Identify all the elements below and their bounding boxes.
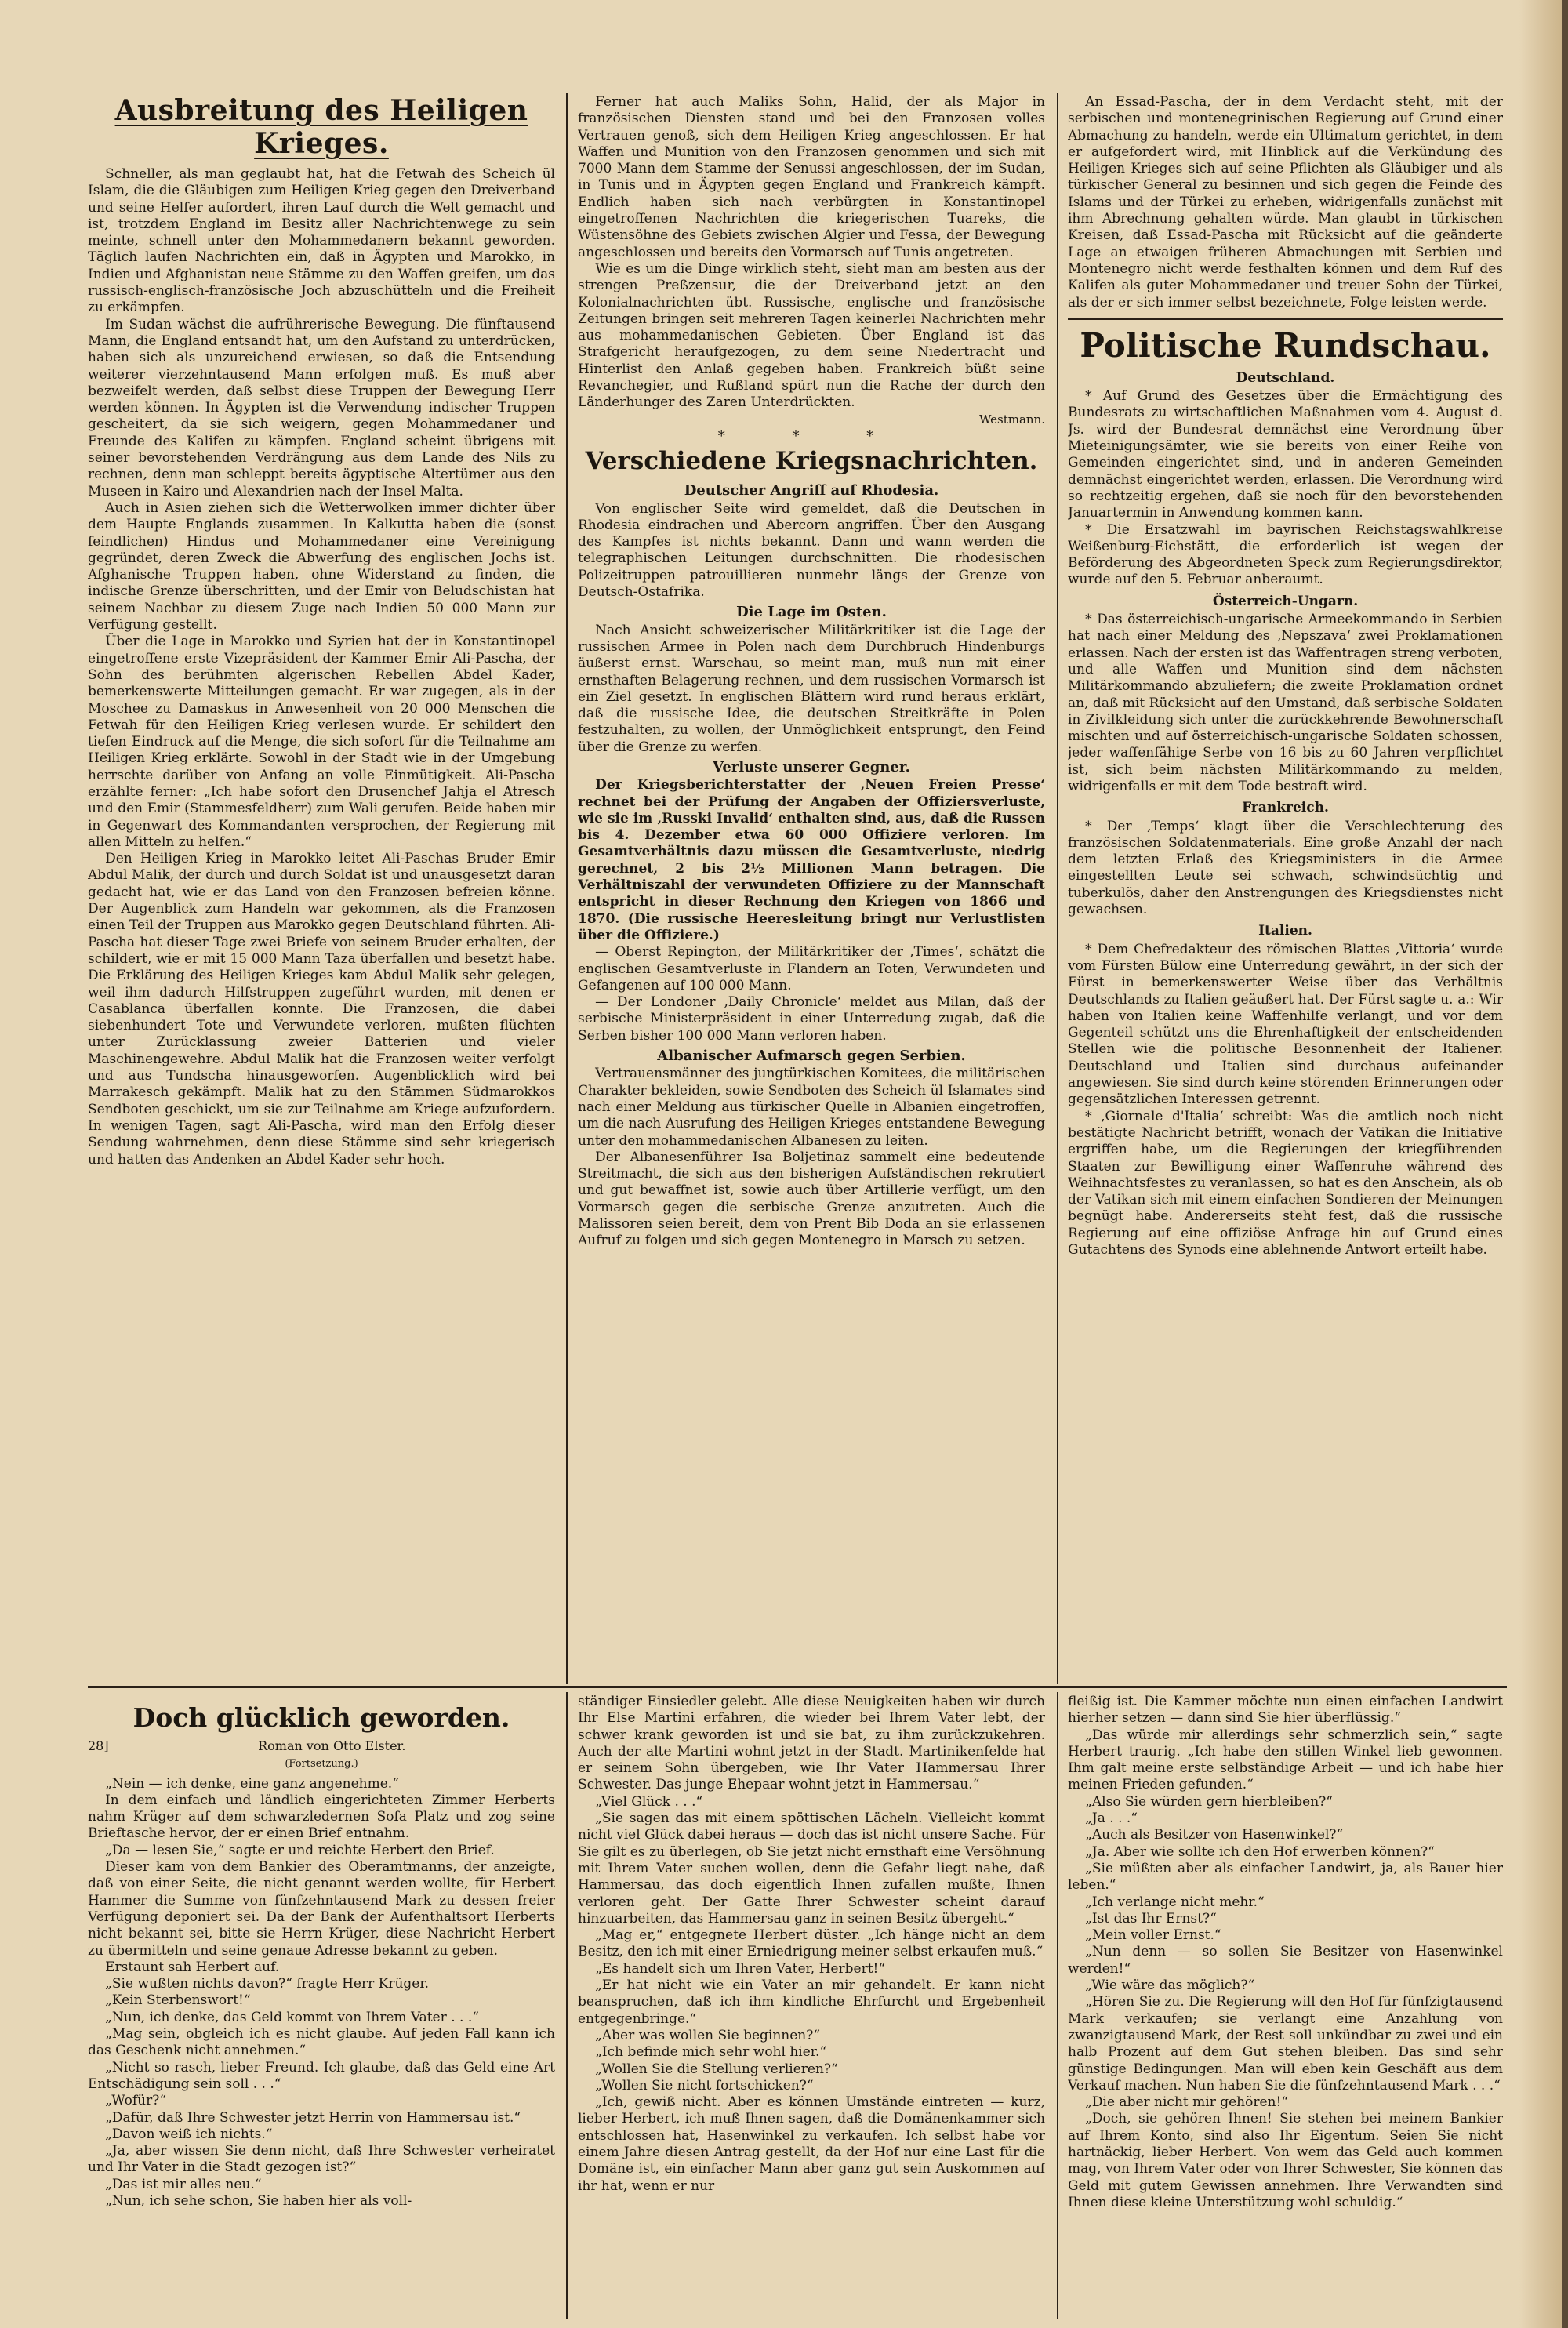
paragraph: fleißig ist. Die Kammer möchte nun einen einfachen Landwirt hierher setzen — dann sind Sie hier überflüssig.“ [1068, 1694, 1503, 1727]
serial-text-1 [88, 1776, 555, 2210]
paragraph: „Sie sagen das mit einem spöttischen Lächeln. Vielleicht kommt nicht viel Glück dabei heraus — doch das ist nicht unsere Sache. Für Sie gilt es zu überlegen, ob Sie jetzt nicht ernsthaft eine Versöhnung mit Ihrem Vater suchen wollen, denn die Gefahr liegt nahe, daß Hammersau, das doch eigentlich Ihnen zufallen mußte, Ihnen verloren geht. Der Gatte Ihrer Schwester scheint darauf hinzuarbeiten, das Hammersau ganz in seinen Besitz übergeht.“ [578, 1810, 1045, 1927]
paragraph: * Der ‚Temps‘ klagt über die Verschlechterung des französischen Soldatenmaterials. Eine große Anzahl der nach dem letzten Erlaß des Kriegsministers in die Armee eingestellten Leute sei schwach, schwindsüchtig und tuberkulös, daher den Anstrengungen des Kriegsdienstes nicht gewachsen. [1068, 818, 1503, 918]
paragraph: Über die Lage in Marokko und Syrien hat der in Konstantinopel eingetroffene erste Vizepräsident der Kammer Emir Ali-Pascha, der Sohn des berühmten algerischen Rebellen Abdel Kader, bemerkenswerte Mitteilungen gemacht. Er war zugegen, als in der Moschee zu Damaskus in Anwesenheit von 20 000 Menschen die Fetwah für den Heiligen Krieg verlesen wurde. Er schildert den tiefen Eindruck auf die Menge, die sich sofort für die Teilnahme am Heiligen Krieg erklärte. Sowohl in der Stadt wie in der Umgebung herrschte darüber von Anfang an volle Einmütigkeit. Ali-Pascha erzählte ferner: „Ich habe sofort den Drusenchef Jahja el Atresch und den Emir (Stammesfeldherr) zum Wali gerufen. Beide haben mir in Gegenwart des Kommandanten versprochen, der Regierung mit allen Mitteln zu helfen.“ [88, 634, 555, 850]
paragraph: „Doch, sie gehören Ihnen! Sie stehen bei meinem Bankier auf Ihrem Konto, sind also Ihr Eigentum. Seien Sie nicht hartnäckig, lieber Herbert. Von wem das Geld auch kommen mag, von Ihrem Vater oder von Ihrer Schwester, Sie können das Geld mit gutem Gewissen annehmen. Ihre Verwandten sind Ihnen diese kleine Unterstützung wohl schuldig.“ [1068, 2111, 1503, 2210]
section-heading: Österreich-Ungarn. [1212, 593, 1359, 609]
serial-number: 28] [88, 1738, 109, 1753]
paragraph: „Sie müßten aber als einfacher Landwirt, ja, als Bauer hier leben.“ [1068, 1860, 1503, 1894]
paragraph: „Also Sie würden gern hierbleiben?“ [1085, 1793, 1333, 1810]
paragraph: „Wollen Sie die Stellung verlieren?“ [595, 2061, 838, 2077]
paragraph: — Der Londoner ‚Daily Chronicle‘ meldet aus Milan, daß der serbische Ministerpräsident in einer Unterredung zugab, daß die Serben bisher 100 000 Mann verloren haben. [578, 994, 1045, 1044]
serial-header [88, 1738, 555, 1754]
serial-column-2 [578, 1694, 1045, 2321]
paragraph: „Auch als Besitzer von Hasenwinkel?“ [1085, 1827, 1344, 1843]
rundschau-rule [1068, 318, 1503, 320]
paragraph: „Ja . . .“ [1085, 1810, 1138, 1827]
headline-war-news: Verschiedene Kriegsnachrichten. [585, 447, 1038, 476]
paragraph: „Ja, aber wissen Sie denn nicht, daß Ihre Schwester verheiratet und Ihr Vater in die Stadt gezogen ist?“ [88, 2143, 555, 2176]
paragraph: Der Kriegsberichterstatter der ‚Neuen Freien Presse‘ rechnet bei der Prüfung der Angaben der Offiziersverluste, wie sie im ‚Russki Invalid‘ enthalten sind, aus, daß die Russen bis 4. Dezember etwa 60 000 Offiziere verloren. Im Gesamtverhältnis dazu müssen die Gesamtverluste, niedrig gerechnet, 2 bis 2½ Millionen Mann betragen. Die Verhältniszahl der verwundeten Offiziere zu der Mannschaft entspricht in dieser Rechnung den Kriegen von 1866 und 1870. (Die russische Heeresleitung bringt nur Verlustlisten über die Offiziere.) [578, 777, 1045, 943]
paragraph: „Sie wußten nichts davon?“ fragte Herr Krüger. [105, 1976, 430, 1992]
paragraph: An Essad-Pascha, der in dem Verdacht steht, mit der serbischen und montenegrinischen Regierung auf Grund einer Abmachung zu handeln, werde ein Ultimatum gerichtet, in dem er aufgefordert wird, mit Hinblick auf die Verkündung des Heiligen Krieges sich auf seine Pflichten als Gläubiger und als türkischer General zu besinnen und sich gegen die Feinde des Islams und der Türkei zu erheben, widrigenfalls zunächst mit ihm Abrechnung gehalten würde. Man glaubt in türkischen Kreisen, daß Essad-Pascha mit Rücksicht auf die geänderte Lage an etwaigen früheren Abmachungen mit Serbien und Montenegro nicht werde festhalten können und dem Ruf des Kalifen als guter Mohammedaner und treuer Sohn der Türkei, als der er sich immer selbst bezeichnete, Folge leisten werde. [1068, 94, 1503, 311]
section-heading: Die Lage im Osten. [736, 604, 887, 621]
serial-text-3 [1068, 1694, 1503, 2211]
paragraph: „Mein voller Ernst.“ [1085, 1927, 1221, 1944]
paragraph: — Oberst Repington, der Militärkritiker der ‚Times‘, schätzt die englischen Gesamtverluste in Flandern an Toten, Verwundeten und Gefangenen auf 100 000 Mann. [578, 944, 1045, 993]
paragraph: Von englischer Seite wird gemeldet, daß die Deutschen in Rhodesia eindrachen und Abercorn angriffen. Über den Ausgang des Kampfes ist nichts bekannt. Dann und wann werden die telegraphischen Leitungen durchschnitten. Die rhodesischen Polizeitruppen patrouillieren nunmehr längs der Grenze von Deutsch-Ostafrika. [578, 500, 1045, 601]
paragraph: „Er hat nicht wie ein Vater an mir gehandelt. Er kann nicht beanspruchen, daß ich ihm kindliche Ehrfurcht und Ergebenheit entgegenbringe.“ [578, 1978, 1045, 2027]
page-fold-shadow [1519, 0, 1568, 2328]
paragraph: Vertrauensmänner des jungtürkischen Komitees, die militärischen Charakter bekleiden, sowie Sendboten des Scheich ül Islamates sind nach einer Meldung aus türkischer Quelle in Albanien eingetroffen, um die nach Ausrufung des Heiligen Krieges entstandene Bewegung unter den mohammedanischen Albanesen zu leiten. [578, 1066, 1045, 1149]
paragraph: „Nun, ich denke, das Geld kommt von Ihrem Vater . . .“ [105, 2009, 479, 2025]
serial-continuation: (Fortsetzung.) [285, 1758, 358, 1771]
column-1 [88, 94, 555, 1678]
serial-title: Doch glücklich geworden. [132, 1702, 510, 1733]
paragraph: „Davon weiß ich nichts.“ [105, 2126, 273, 2142]
serial-byline: Roman von Otto Elster. [258, 1738, 406, 1753]
article-essad-pascha [1068, 94, 1503, 311]
paragraph: * ‚Giornale d'Italia‘ schreibt: Was die amtlich noch nicht bestätigte Nachricht betrifft, wonach der Vatikan die Initiative ergriffen habe, um die Regierungen der kriegführenden Staaten zur Bewilligung einer Waffenruhe während des Weihnachtsfestes zu veranlassen, so hat es den Anschein, als ob der Vatikan sich mit einem einfachen Sondieren der Meinungen begnügt habe. Andererseits steht fest, daß die russische Regierung auf eine offiziöse Anfrage hin auf Grund eines Gutachtens des Synods eine ablehnende Antwort erteilt habe. [1068, 1108, 1503, 1258]
column-rule-1 [566, 93, 568, 1684]
paragraph: „Mag sein, obgleich ich es nicht glaube. Auf jeden Fall kann ich das Geschenk nicht annehmen.“ [88, 2026, 555, 2059]
paragraph: Dieser kam von dem Bankier des Oberamtmanns, der anzeigte, daß von einer Seite, die nicht genannt werden wollte, für Herbert Hammer die Summe von fünfzehntausend Mark zu dessen freier Verfügung deponiert sei. Da der Bank der Aufenthaltsort Herberts nicht bekannt sei, bitte sie Herrn Krüger, diese Nachricht Herbert zu übermitteln und seine genaue Adresse bekannt zu geben. [88, 1859, 555, 1959]
section-separator: * * * [717, 427, 906, 445]
paragraph: * Auf Grund des Gesetzes über die Ermächtigung des Bundesrats zu wirtschaftlichen Maßnahmen vom 4. August d. Js. wird der Bundesrat demnächst eine Verordnung über Mieteinigungsämter, wie sie bereits von einer Reihe von Gemeinden eingerichtet sind, und in anderen Gemeinden demnächst eingerichtet werden, erlassen. Die Verordnung wird so rechtzeitig ergehen, daß sie noch für den bevorstehenden Januartermin in Anwendung kommen kann. [1068, 388, 1503, 521]
article-holy-war-continued [578, 94, 1045, 412]
paragraph: „Da — lesen Sie,“ sagte er und reichte Herbert den Brief. [105, 1842, 495, 1858]
paragraph: Der Albanesenführer Isa Boljetinaz sammelt eine bedeutende Streitmacht, die sich aus den bisherigen Aufständischen rekrutiert und gut bewaffnet ist, sowie auch über Artillerie verfügt, um den Vormarsch gegen die serbische Grenze anzutreten. Auch die Malissoren seien bereit, dem von Prent Bib Doda an sie erlassenen Aufruf zu folgen und sich gegen Montenegro in Marsch zu setzen. [578, 1149, 1045, 1249]
column-3 [1068, 94, 1503, 1678]
paragraph: Im Sudan wächst die aufrührerische Bewegung. Die fünftausend Mann, die England entsandt hat, um den Aufstand zu unterdrücken, haben sich als unzureichend erwiesen, so daß die Entsendung weiterer vierzehntausend Mann erfolgen muß. Es muß aber bezweifelt werden, daß selbst diese Truppen der Bewegung Herr werden können. In Ägypten ist die Verwendung indischer Truppen gescheitert, da sie sich weigern, gegen Mohammedaner und Freunde des Kalifen zu kämpfen. England scheint übrigens mit seiner bevorstehenden Verdrängung aus dem Lande des Nils zu rechnen, denn man schleppt bereits ägyptische Altertümer aus den Museen in Kairo und Alexandrien nach der Insel Malta. [88, 316, 555, 499]
paragraph: Den Heiligen Krieg in Marokko leitet Ali-Paschas Bruder Emir Abdul Malik, der durch und durch Soldat ist und unausgesetzt daran gedacht hat, wie er das Land von den Franzosen befreien könne. Der Augenblick zum Handeln war gekommen, als die Franzosen einen Teil der Truppen aus Marokko gegen Deutschland führten. Ali-Pascha hat dieser Tage zwei Briefe von seinem Bruder erhalten, der schildert, wie er mit 15 000 Mann Taza überfallen und besetzt habe. Die Erklärung des Heiligen Krieges kam Abdul Malik sehr gelegen, weil ihm dadurch Hilfstruppen zugeführt wurden, mit denen er Casablanca überfallen konnte. Die Franzosen, die dabei siebenhundert Tote und Verwundete verloren, mußten flüchten unter Zurücklassung zweier Batterien und vieler Maschinengewehre. Abdul Malik hat die Franzosen weiter verfolgt und aus Tundscha hinausgeworfen. Augenblicklich wird bei Marrakesch gekämpft. Malik hat zu den Stämmen Südmarokkos Sendboten geschickt, um sie zur Teilnahme am Kriege aufzufordern. In wenigen Tagen, sagt Ali-Pascha, wird man den Erfolg dieser Sendung wahrnehmen, denn diese Stämme sind sehr kriegerisch und hatten das Andenken an Abdel Kader sehr hoch. [88, 851, 555, 1168]
paragraph: „Aber was wollen Sie beginnen?“ [595, 2027, 821, 2043]
article-holy-war-body [88, 166, 555, 1168]
paragraph: „Mag er,“ entgegnete Herbert düster. „Ich hänge nicht an dem Besitz, den ich mit einer Erniedrigung meiner selbst erkaufen muß.“ [578, 1927, 1045, 1960]
paragraph: Erstaunt sah Herbert auf. [105, 1959, 280, 1975]
paragraph: „Dafür, daß Ihre Schwester jetzt Herrin von Hammersau ist.“ [105, 2109, 521, 2126]
paragraph: „Nun, ich sehe schon, Sie haben hier als voll- [105, 2193, 412, 2210]
paragraph: „Wie wäre das möglich?“ [1085, 1978, 1255, 1994]
paragraph: „Wofür?“ [105, 2093, 167, 2109]
paragraph: Schneller, als man geglaubt hat, hat die Fetwah des Scheich ül Islam, die die Gläubigen zum Heiligen Krieg gegen den Dreiverband und seine Helfer aufordert, ihren Lauf durch die Welt gemacht und ist, trotzdem England im Besitz aller Nachrichtenwege zu sein meinte, schnell unter den Mohammedanern bekannt geworden. Täglich laufen Nachrichten ein, daß in Ägypten und Marokko, in Indien und Afghanistan neue Stämme zu den Waffen greifen, um das russisch-englisch-französische Joch abzuschütteln und die Freiheit zu erkämpfen. [88, 166, 555, 316]
section-heading: Albanischer Aufmarsch gegen Serbien. [657, 1048, 966, 1065]
paragraph: „Ich befinde mich sehr wohl hier.“ [595, 2044, 827, 2061]
paragraph: Ferner hat auch Maliks Sohn, Halid, der als Major in französischen Diensten stand und bei den Franzosen volles Vertrauen genoß, sich dem Heiligen Krieg angeschlossen. Er hat Waffen und Munition von den Franzosen genommen und sich mit 7000 Mann dem Stamme der Senussi angeschlossen, der im Sudan, in Tunis und in Ägypten gegen England und Frankreich kämpft. Endlich haben sich nach verbürgten in Konstantinopel eingetroffenen Nachrichten die kriegerischen Tuareks, die Wüstensöhne des Gebiets zwischen Algier und Fessa, der Bewegung angeschlossen und bereits den Vormarsch auf Tunis angetreten. [578, 94, 1045, 260]
page-edge [1562, 0, 1568, 2328]
serial-rule-2 [1057, 1692, 1058, 2319]
section-heading: Deutschland. [1236, 369, 1335, 386]
column-rule-2 [1057, 93, 1058, 1684]
serial-text-2 [578, 1694, 1045, 2195]
paragraph: * Dem Chefredakteur des römischen Blattes ‚Vittoria‘ wurde vom Fürsten Bülow eine Unterredung gewährt, in der sich der Fürst in bemerkenswerter Weise über das Verhältnis Deutschlands zu Italien geäußert hat. Der Fürst sagte u. a.: Wir haben von Italien keine Waffenhilfe verlangt, und vor dem Gegenteil schützt uns die Ehrenhaftigkeit der entscheidenden Stellen wie die politische Besonnenheit der Italiener. Deutschland und Italien sind durchaus aufeinander angewiesen. Sie sind durch keine störenden Erinnerungen oder gegensätzlichen Interessen getrennt. [1068, 941, 1503, 1108]
paragraph: „Das ist mir alles neu.“ [105, 2176, 262, 2192]
paragraph: „Nein — ich denke, eine ganz angenehme.“ [105, 1775, 399, 1792]
paragraph: „Ist das Ihr Ernst?“ [1085, 1910, 1217, 1927]
paragraph: „Kein Sterbenswort!“ [105, 1992, 251, 2009]
section-heading: Verluste unserer Gegner. [713, 758, 910, 775]
section-heading: Italien. [1258, 923, 1312, 939]
article-war-news-body [578, 482, 1045, 1249]
paragraph: „Es handelt sich um Ihren Vater, Herbert!“ [595, 1960, 886, 1977]
headline-rundschau: Politische Rundschau. [1080, 325, 1491, 365]
paragraph: „Ich, gewiß nicht. Aber es können Umstände eintreten — kurz, lieber Herbert, ich muß Ihnen sagen, daß die Domänenkammer sich entschlossen hat, Hasenwinkel zu verkaufen. Ich selbst habe vor einem Jahre diesen Antrag gestellt, da der Hof nur eine Last für die Domäne ist, ein einfacher Mann aber ganz gut sein Auskommen auf ihr hat, wenn er nur [578, 2094, 1045, 2194]
rundschau-body [1068, 370, 1503, 1258]
article-signature: Westmann. [978, 412, 1045, 427]
paragraph: In dem einfach und ländlich eingerichteten Zimmer Herberts nahm Krüger auf dem schwarzledernen Sofa Platz und zog seine Brieftasche hervor, der er einen Brief entnahm. [88, 1792, 555, 1842]
paragraph: ständiger Einsiedler gelebt. Alle diese Neuigkeiten haben wir durch Ihr Else Martini erfahren, die wieder bei Ihrem Vater lebt, der schwer krank geworden ist und sie bat, zu ihm zurückzukehren. Auch der alte Martini wohnt jetzt in der Stadt. Martinikenfelde hat er seinem Sohn übergeben, wie Ihr Vater Hammersau Ihrer Schwester. Das junge Ehepaar wohnt jetzt in Hammersau.“ [578, 1694, 1045, 1793]
headline-holy-war: Ausbreitung des Heiligen Krieges. [114, 94, 528, 160]
paragraph: „Nicht so rasch, lieber Freund. Ich glaube, daß das Geld eine Art Entschädigung sein soll . . .“ [88, 2059, 555, 2092]
paragraph: „Wollen Sie nicht fortschicken?“ [595, 2077, 814, 2094]
paragraph: „Die aber nicht mir gehören!“ [1085, 2094, 1289, 2111]
paragraph: „Ich verlange nicht mehr.“ [1085, 1894, 1265, 1910]
paragraph: „Viel Glück . . .“ [595, 1793, 703, 1810]
paragraph: Auch in Asien ziehen sich die Wetterwolken immer dichter über dem Haupte Englands zusammen. In Kalkutta haben die (sonst feindlichen) Hindus und Mohammedaner eine Vereinigung gegründet, deren Zweck die Abwerfung des englischen Jochs ist. Afghanische Truppen haben, ohne Widerstand zu finden, die indische Grenze überschritten, und der Emir von Beludschistan hat seinem Nachbar zu diesem Zuge nach Indien 50 000 Mann zur Verfügung gestellt. [88, 499, 555, 634]
paragraph: * Die Ersatzwahl im bayrischen Reichstagswahlkreise Weißenburg-Eichstätt, die erforderlich ist wegen der Beförderung des Abgeordneten Speck zum Regierungsdirektor, wurde auf den 5. Februar anberaumt. [1068, 521, 1503, 588]
column-2 [578, 94, 1045, 1678]
paragraph: „Nun denn — so sollen Sie Besitzer von Hasenwinkel werden!“ [1068, 1944, 1503, 1977]
paragraph: „Das würde mir allerdings sehr schmerzlich sein,“ sagte Herbert traurig. „Ich habe den stillen Winkel lieb gewonnen. Ihm galt meine erste selbständige Arbeit — und ich habe hier meinen Frieden gefunden.“ [1068, 1727, 1503, 1793]
paragraph: „Hören Sie zu. Die Regierung will den Hof für fünfzigtausend Mark verkaufen; sie verlangt eine Anzahlung von zwanzigtausend Mark, der Rest soll unkündbar zu zwei und ein halb Prozent auf dem Gut stehen bleiben. Das sind sehr günstige Bedingungen. Man will eben kein Geschäft aus dem Verkauf machen. Nun haben Sie die fünfzehntausend Mark . . .“ [1068, 1994, 1503, 2094]
serial-rule-1 [566, 1692, 568, 2319]
paragraph: * Das österreichisch-ungarische Armeekommando in Serbien hat nach einer Meldung des ‚Nepszava‘ zwei Proklamationen erlassen. Nach der ersten ist das Waffentragen streng verboten, und alle Waffen und Munition sind dem nächsten Militärkommando abzuliefern; die zweite Proklamation ordnet an, daß mit Rücksicht auf den Umstand, daß serbische Soldaten in Zivilkleidung sich unter die zurückkehrende Bewohnerschaft mischten und auf österreichisch-ungarische Soldaten schossen, jeder waffenfähige Serbe von 16 bis zu 60 Jahren verpflichtet ist, sich beim nächsten Militärkommando zu melden, widrigenfalls er mit dem Tode bestraft wird. [1068, 612, 1503, 794]
section-heading: Frankreich. [1242, 800, 1329, 816]
feuilleton-rule [88, 1686, 1507, 1688]
paragraph: „Ja. Aber wie sollte ich den Hof erwerben können?“ [1085, 1843, 1435, 1860]
paragraph: Nach Ansicht schweizerischer Militärkritiker ist die Lage der russischen Armee in Polen nach dem Durchbruch Hindenburgs äußerst ernst. Warschau, so meint man, muß nun mit einer ernsthaften Belagerung rechnen, und dem russischen Vormarsch ist ein Ziel gesetzt. In englischen Blättern wird rund heraus erklärt, daß die russische Idee, die deutschen Streitkräfte in Polen festzuhalten, zu wollen, der Unmöglichkeit entsprungt, den Feind über die Grenze zu werfen. [578, 622, 1045, 755]
serial-column-1 [88, 1694, 555, 2321]
paragraph: Wie es um die Dinge wirklich steht, sieht man am besten aus der strengen Preßzensur, die der Dreiverband jetzt an den Kolonialnachrichten übt. Russische, englische und französische Zeitungen bringen seit mehreren Tagen keinerlei Nachrichten mehr aus mohammedanischen Gebieten. Über England ist das Strafgericht heraufgezogen, zu dem seine Niedertracht und Hinterlist den Anlaß gegeben haben. Frankreich büßt seine Revanchegier, und Rußland spürt nun die Rache der durch den Länderhunger des Zaren Unterdrückten. [578, 260, 1045, 411]
serial-column-3 [1068, 1694, 1503, 2321]
section-heading: Deutscher Angriff auf Rhodesia. [684, 482, 939, 499]
